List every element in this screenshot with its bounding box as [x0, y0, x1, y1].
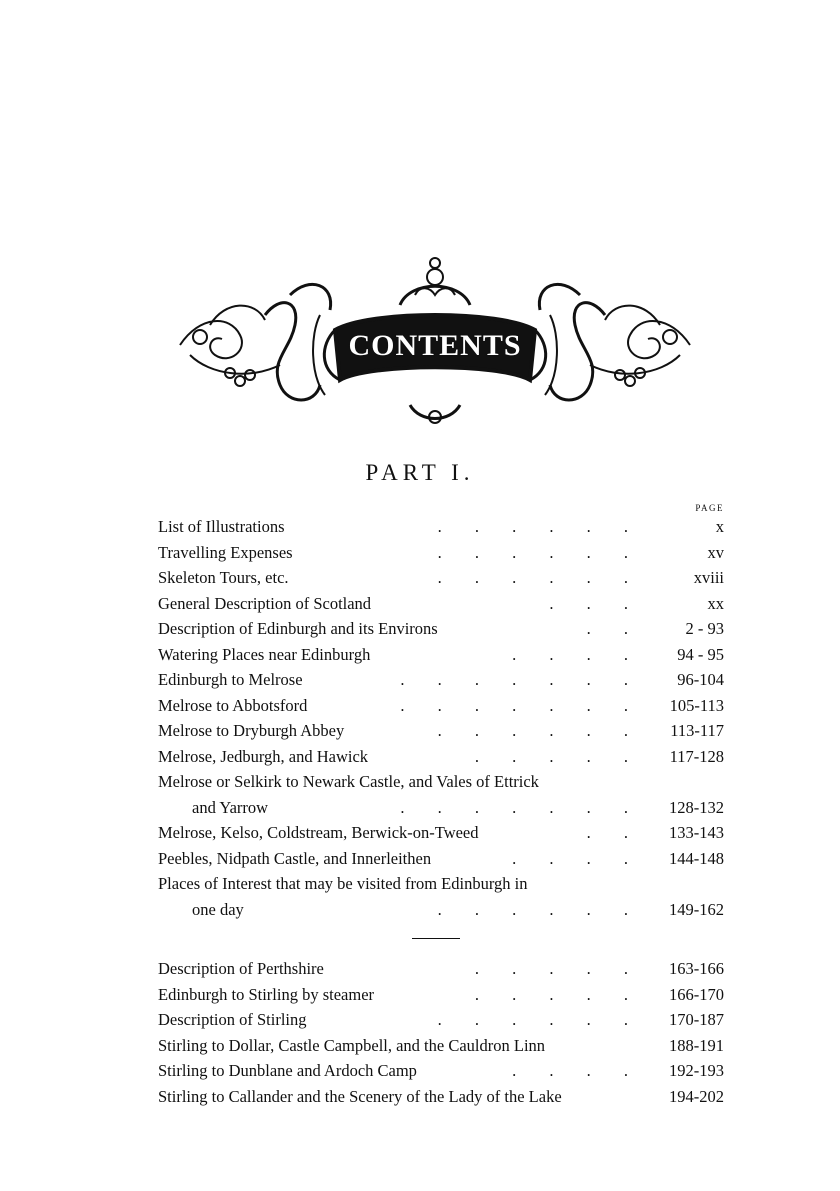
toc-entry-title: Melrose, Jedburgh, and Hawick — [158, 746, 369, 766]
toc-entry-page: 163-166 — [669, 959, 724, 978]
leader-dots: . . . . . . . — [400, 797, 628, 817]
toc-entry-page: 105-113 — [669, 695, 724, 715]
table-of-contents — [158, 514, 724, 1109]
toc-entry — [158, 744, 724, 770]
toc-entry — [158, 1007, 724, 1033]
toc-entry — [158, 1058, 724, 1084]
toc-entry-page: xx — [707, 593, 724, 613]
toc-entry — [158, 718, 724, 744]
toc-entry — [158, 820, 724, 846]
toc-entry — [158, 693, 724, 719]
toc-entry — [158, 667, 724, 693]
toc-entry-page: 149-162 — [669, 899, 724, 919]
toc-entry-title: Travelling Expenses — [158, 542, 293, 562]
toc-entry-title: Stirling to Callander and the Scenery of the Lady of the Lake — [158, 1086, 562, 1106]
toc-entry-title-continued: one day — [192, 899, 244, 919]
toc-entry-page: 2 - 93 — [685, 619, 724, 638]
leader-dots: . . . — [549, 593, 628, 613]
leader-dots: . . . . . . — [437, 568, 628, 587]
toc-entry-title: Edinburgh to Stirling by steamer — [158, 984, 375, 1004]
toc-entry — [158, 514, 724, 540]
leader-dots: . . . . — [512, 848, 628, 868]
toc-entry — [158, 846, 724, 872]
toc-entry — [158, 871, 724, 922]
toc-entry — [158, 982, 724, 1008]
toc-entry — [158, 642, 724, 668]
toc-entry-page: 194-202 — [669, 1086, 724, 1106]
leader-dots: . . . . — [512, 1061, 628, 1080]
toc-entry-page: 113-117 — [670, 721, 724, 740]
toc-entry — [158, 565, 724, 591]
toc-entry-page: 166-170 — [669, 984, 724, 1004]
leader-dots: . . . . — [512, 644, 628, 664]
toc-entry — [158, 616, 724, 642]
toc-entry-title: Stirling to Dunblane and Ardoch Camp — [158, 1061, 417, 1080]
leader-dots: . . — [586, 619, 628, 638]
toc-entry-page: 94 - 95 — [677, 644, 724, 664]
toc-entry-title: Melrose to Abbotsford — [158, 695, 308, 715]
toc-entry-title: Description of Stirling — [158, 1010, 307, 1029]
toc-entry-page: 192-193 — [669, 1061, 724, 1080]
contents-ornament — [170, 255, 700, 430]
leader-dots: . . — [586, 823, 628, 842]
toc-entry-title: Watering Places near Edinburgh — [158, 644, 371, 664]
toc-entry-title: Edinburgh to Melrose — [158, 670, 303, 689]
leader-dots: . . . . . — [474, 984, 628, 1004]
toc-entry-page: xviii — [693, 568, 724, 587]
leader-dots: . . . . . — [474, 959, 628, 978]
toc-entry — [158, 1084, 724, 1110]
toc-entry-page: 188-191 — [669, 1035, 724, 1055]
toc-entry-page: x — [715, 517, 724, 536]
toc-entry-title: Melrose or Selkirk to Newark Castle, and Vales of Ettrick — [158, 772, 539, 791]
leader-dots: . . . . . . — [437, 1010, 628, 1029]
svg-text:CONTENTS: CONTENTS — [348, 329, 522, 362]
toc-entry-page: 96-104 — [677, 670, 724, 689]
leader-dots: . . . . . . — [437, 721, 628, 740]
toc-entry-title: Description of Edinburgh and its Environs — [158, 619, 438, 638]
toc-entry-title: Stirling to Dollar, Castle Campbell, and the Cauldron Linn — [158, 1035, 546, 1055]
toc-entry-title: Peebles, Nidpath Castle, and Innerleithen — [158, 848, 432, 868]
leader-dots: . . . . . . — [437, 517, 628, 536]
toc-entry-title: List of Illustrations — [158, 517, 285, 536]
toc-entry — [158, 1033, 724, 1059]
toc-entry-title: Description of Perthshire — [158, 959, 324, 978]
toc-entry-title: Melrose, Kelso, Coldstream, Berwick-on-Tweed — [158, 823, 479, 842]
toc-entry-page: 128-132 — [669, 797, 724, 817]
toc-entry-title: General Description of Scotland — [158, 593, 372, 613]
toc-entry-page: 133-143 — [669, 823, 724, 842]
toc-entry-title: Melrose to Dryburgh Abbey — [158, 721, 345, 740]
leader-dots: . . . . . . — [437, 542, 628, 562]
page-column-label: PAGE — [695, 503, 724, 513]
leader-dots: . . . . . . . — [400, 670, 628, 689]
toc-entry-page: 170-187 — [669, 1010, 724, 1029]
section-divider — [158, 922, 724, 956]
toc-entry-title: Places of Interest that may be visited from Edinburgh in — [158, 874, 528, 893]
toc-entry-title-continued: and Yarrow — [192, 797, 269, 817]
part-heading: PART I. — [365, 460, 475, 485]
toc-entry — [158, 956, 724, 982]
toc-entry-title: Skeleton Tours, etc. — [158, 568, 289, 587]
toc-entry-page: 144-148 — [669, 848, 724, 868]
leader-dots: . . . . . — [474, 746, 628, 766]
toc-entry — [158, 769, 724, 820]
toc-entry-page: 117-128 — [669, 746, 724, 766]
leader-dots: . . . . . . — [437, 899, 628, 919]
leader-dots: . . . . . . . — [400, 695, 628, 715]
toc-entry-page: xv — [707, 542, 724, 562]
toc-entry — [158, 591, 724, 617]
toc-entry — [158, 540, 724, 566]
